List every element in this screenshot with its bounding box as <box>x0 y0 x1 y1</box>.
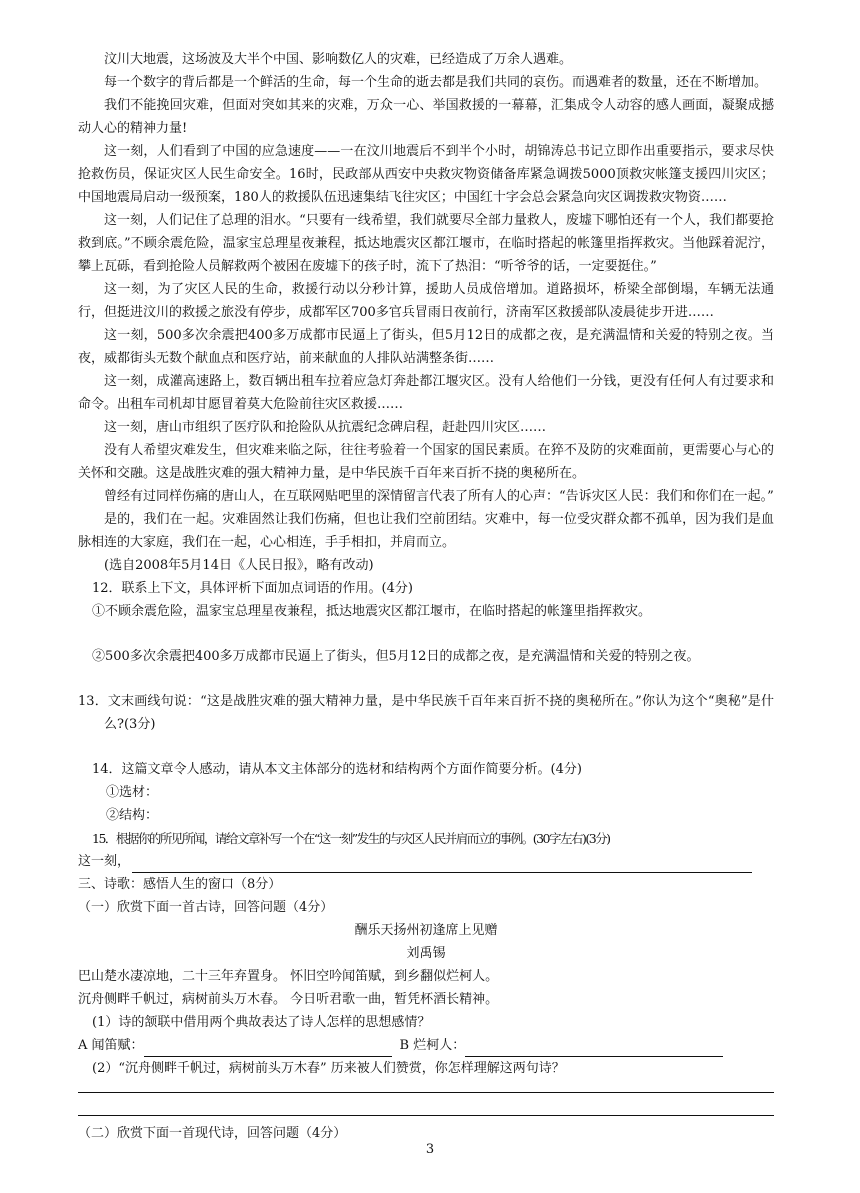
question-13: 13．文末画线句说：“这是战胜灾难的强大精神力量，是中华民族千百年来百折不挠的奥秘所在。”你认为这个“奥秘”是什么?(3分) <box>78 694 774 732</box>
answer-b-label: B 烂柯人： <box>399 1038 466 1053</box>
answer-line[interactable] <box>78 1092 774 1093</box>
answer-b-line[interactable] <box>465 1042 723 1057</box>
article-source: (选自2008年5月14日《人民日报》，略有改动) <box>104 558 374 573</box>
question-15-lead: 这一刻， <box>78 854 131 869</box>
article-paragraph: 没有人希望灾难发生，但灾难来临之际，往往考验着一个国家的国民素质。在猝不及防的灾难面前，更需要心与心的关怀和交融。这是战胜灾难的强大精神力量，是中华民族千百年来百折不挠的奥秘所在。 <box>78 443 774 481</box>
poem-title: 酬乐天扬州初逢席上见赠 <box>354 923 498 938</box>
answer-space[interactable] <box>78 668 774 690</box>
question-12-item-1: ①不顾余震危险，温家宝总理星夜兼程，抵达地震灾区都江堰市，在临时搭起的帐篷里指挥救灾。 <box>92 604 652 619</box>
question-14-material: ①选材： <box>106 785 159 800</box>
poem-author: 刘禹锡 <box>406 946 446 961</box>
article-paragraph: 我们不能挽回灾难，但面对突如其来的灾难，万众一心、举国救援的一幕幕，汇集成令人动容的感人画面，凝聚成撼动人心的精神力量! <box>78 98 774 136</box>
question-15: 15．根据你的所见所闻，请给文章补写一个在“这一刻”发生的与灾区人民并肩而立的事例。(30字左右)(3分) <box>92 831 610 846</box>
poem-line: 沉舟侧畔千帆过，病树前头万木春。 今日听君歌一曲，暂凭杯酒长精神。 <box>78 992 499 1007</box>
poem-question-2: (2）“沉舟侧畔千帆过，病树前头万木春” 历来被人们赞赏，你怎样理解这两句诗？ <box>92 1061 565 1076</box>
article-paragraph: 这一刻，成灌高速路上，数百辆出租车拉着应急灯奔赴都江堰灾区。没有人给他们一分钱，更没有任何人有过要求和命令。出租车司机却甘愿冒着莫大危险前往灾区救援…… <box>78 374 774 412</box>
section-3-title: 三、诗歌：感悟人生的窗口（8分） <box>78 877 282 892</box>
answer-space[interactable] <box>78 736 774 758</box>
article-paragraph: 这一刻，人们记住了总理的泪水。“只要有一线希望，我们就要尽全部力量救人，废墟下哪怕还有一个人，我们都要抢救到底。”不顾余震危险，温家宝总理星夜兼程，抵达地震灾区都江堰市，在临时搭起的帐篷里指挥救灾。当他踩着泥泞，攀上瓦砾，看到抢险人员解救两个被困在废墟下的孩子时，流下了热泪：“听爷爷的话，一定要挺住。” <box>78 213 774 274</box>
question-14: 14．这篇文章令人感动，请从本文主体部分的选材和结构两个方面作简要分析。(4分) <box>92 762 582 777</box>
answer-space[interactable] <box>78 623 774 645</box>
answer-a-label: A 闻笛赋： <box>78 1038 144 1053</box>
article-paragraph: 是的，我们在一起。灾难固然让我们伤痛，但也让我们空前团结。灾难中，每一位受灾群众都不孤单，因为我们是血脉相连的大家庭，我们在一起，心心相连，手手相扣，并肩而立。 <box>78 512 774 550</box>
page-number: 3 <box>425 1142 435 1157</box>
article-paragraph: 汶川大地震，这场波及大半个中国、影响数亿人的灾难，已经造成了万余人遇难。 <box>104 52 573 67</box>
question-12: 12．联系上下文，具体评析下面加点词语的作用。(4分) <box>92 581 413 596</box>
question-12-item-2: ②500多次余震把400多万成都市民逼上了街头，但5月12日的成都之夜，是充满温情和关爱的特别之夜。 <box>92 649 700 664</box>
poem-question-1: (1）诗的颔联中借用两个典故表达了诗人怎样的思想感情？ <box>92 1015 431 1030</box>
question-14-structure: ②结构： <box>106 808 159 823</box>
section-3-part-2: （二）欣赏下面一首现代诗，回答问题（4分） <box>78 1126 347 1141</box>
article-paragraph: 这一刻，人们看到了中国的应急速度——一在汶川地震后不到半个小时，胡锦涛总书记立即作出重要指示，要求尽快抢救伤员，保证灾区人民生命安全。16时，民政部从西安中央救灾物资储备库紧急调拨5000顶救灾帐篷支援四川灾区；中国地震局启动一级预案，180人的救援队伍迅速集结飞往灾区；中国红十字会总会紧急向灾区调拨救灾物资…… <box>78 144 774 205</box>
article-paragraph: 这一刻，500多次余震把400多万成都市民逼上了街头，但5月12日的成都之夜，是充满温情和关爱的特别之夜。当夜，威都街头无数个献血点和医疗站，前来献血的人排队站满整条街…… <box>78 328 774 366</box>
answer-line[interactable] <box>132 856 752 873</box>
poem-question-1-answers <box>78 1034 740 1057</box>
poem-line: 巴山楚水凄凉地，二十三年弃置身。 怀旧空吟闻笛赋，到乡翻似烂柯人。 <box>78 969 499 984</box>
article-paragraph: 这一刻，为了灾区人民的生命，救援行动以分秒计算，援助人员成倍增加。道路损坏，桥梁全部倒塌，车辆无法通行，但挺进汶川的救援之旅没有停步，成都军区700多官兵冒雨日夜前行，济南军区救援部队凌晨徒步开进…… <box>78 282 774 320</box>
section-3-part-1: （一）欣赏下面一首古诗，回答问题（4分） <box>78 900 334 915</box>
answer-a-line[interactable] <box>144 1042 392 1057</box>
article-paragraph: 曾经有过同样伤痛的唐山人，在互联网贴吧里的深情留言代表了所有人的心声：“告诉灾区人民：我们和你们在一起。” <box>104 489 774 504</box>
article-paragraph: 每一个数字的背后都是一个鲜活的生命，每一个生命的逝去都是我们共同的哀伤。而遇难者的数量，还在不断增加。 <box>104 75 768 90</box>
question-15-answer[interactable] <box>78 850 752 873</box>
answer-line[interactable] <box>78 1115 774 1116</box>
article-paragraph: 这一刻，唐山市组织了医疗队和抢险队从抗震纪念碑启程，赶赴四川灾区…… <box>104 420 547 435</box>
exam-page <box>78 48 774 1145</box>
